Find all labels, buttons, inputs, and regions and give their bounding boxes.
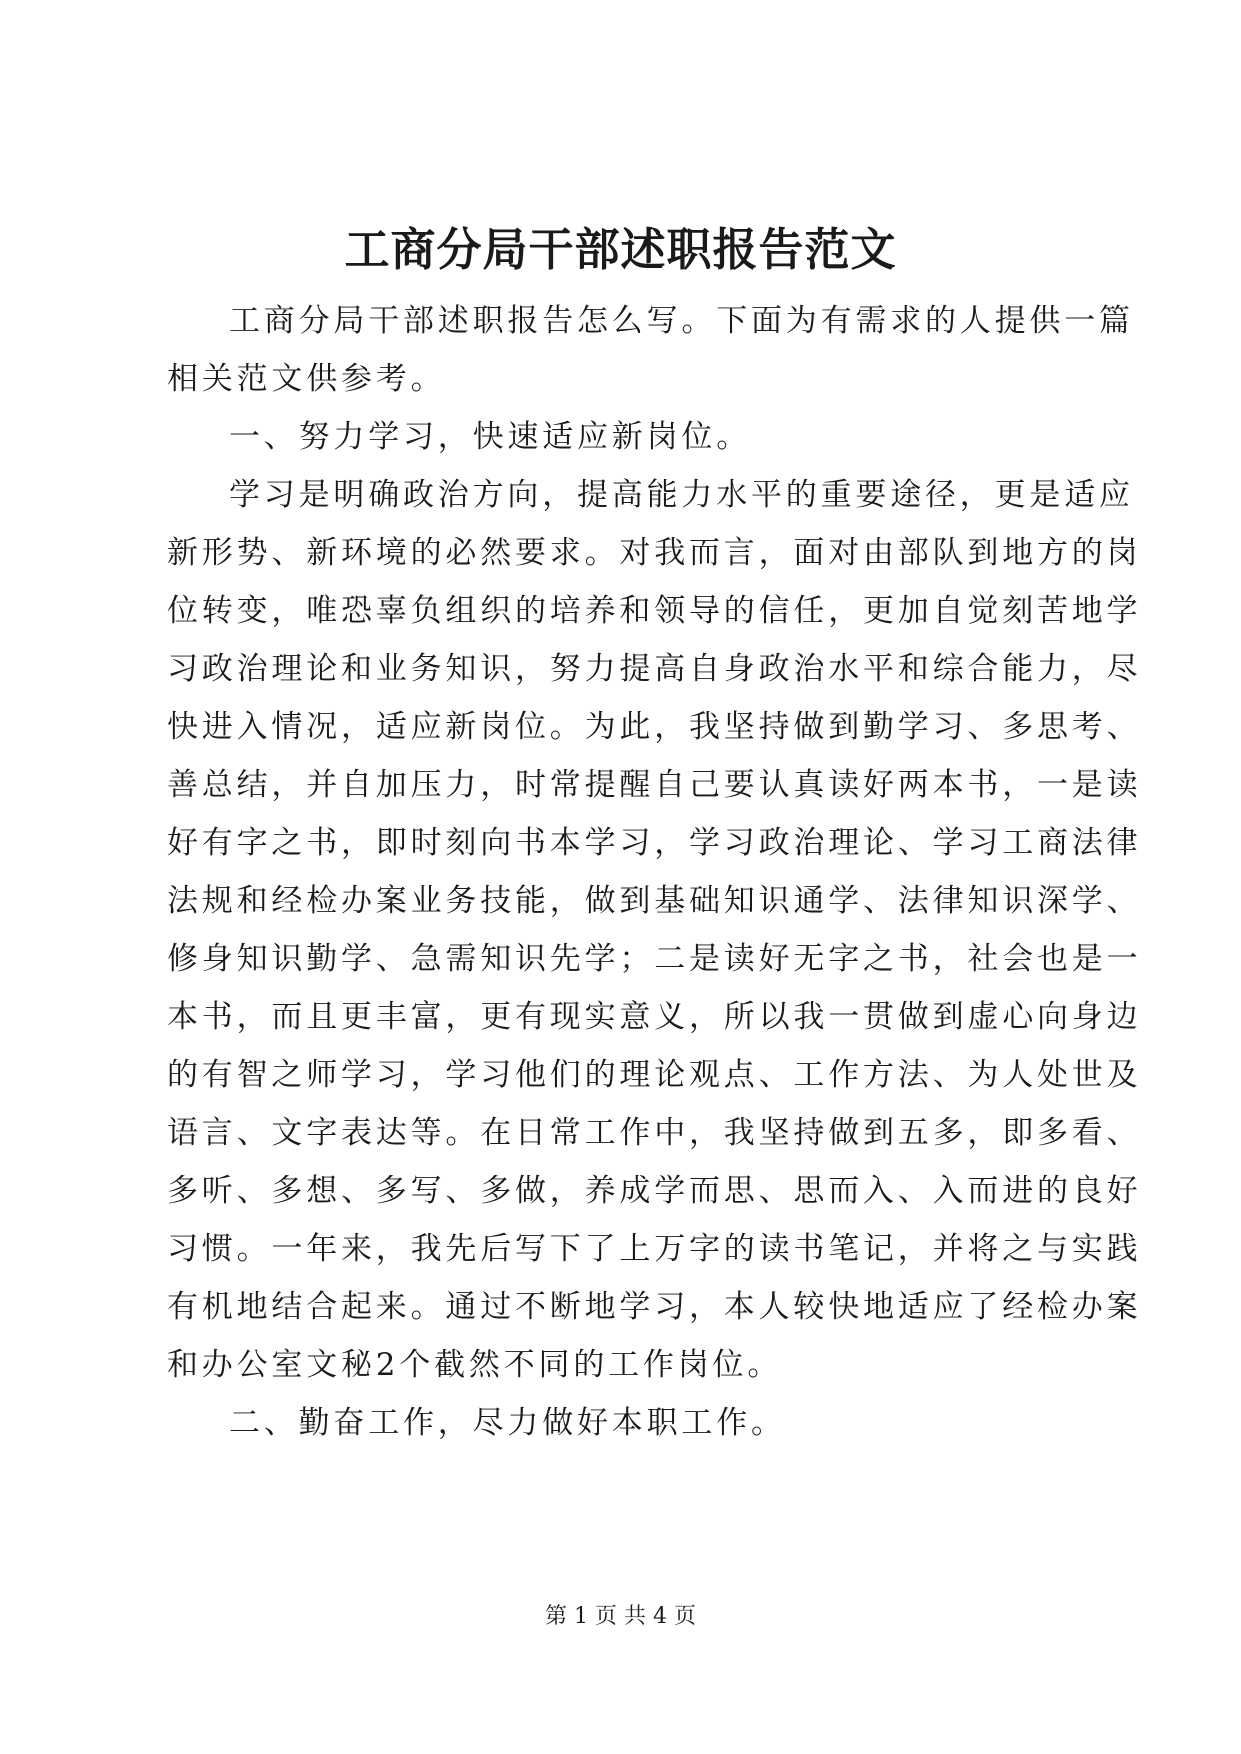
text-line: 二、勤奋工作，尽力做好本职工作。 [229,1405,786,1441]
page-number-footer: 第 1 页 共 4 页 [545,1604,696,1629]
text-line: 多听、多想、多写、多做，养成学而思、思而入、入而进的良好 [167,1173,1142,1209]
paragraph-intro [167,292,1134,408]
text-line: 法规和经检办案业务技能，做到基础知识通学、法律知识深学、 [167,883,1142,919]
text-line: 和办公室文秘2个截然不同的工作岗位。 [167,1347,783,1383]
text-line: 相关范文供参考。 [167,361,446,397]
text-line: 有机地结合起来。通过不断地学习，本人较快地适应了经检办案 [167,1289,1142,1325]
document-title: 工商分局干部述职报告范文 [344,223,897,276]
text-line: 学习是明确政治方向，提高能力水平的重要途径，更是适应 [229,477,1134,513]
text-line: 新形势、新环境的必然要求。对我而言，面对由部队到地方的岗 [167,535,1142,571]
text-line: 快进入情况，适应新岗位。为此，我坚持做到勤学习、多思考、 [167,709,1142,745]
text-line: 工商分局干部述职报告怎么写。下面为有需求的人提供一篇 [229,303,1134,339]
text-line: 的有智之师学习，学习他们的理论观点、工作方法、为人处世及 [167,1057,1142,1093]
text-line: 习政治理论和业务知识，努力提高自身政治水平和综合能力，尽 [167,651,1142,687]
text-line: 位转变，唯恐辜负组织的培养和领导的信任，更加自觉刻苦地学 [167,593,1142,629]
text-line: 习惯。一年来，我先后写下了上万字的读书笔记，并将之与实践 [167,1231,1142,1267]
paragraph-study [167,466,1142,1394]
text-line: 善总结，并自加压力，时常提醒自己要认真读好两本书，一是读 [167,767,1142,803]
text-line: 好有字之书，即时刻向书本学习，学习政治理论、学习工商法律 [167,825,1142,861]
document-body [167,292,1142,1452]
text-line: 一、努力学习，快速适应新岗位。 [229,419,751,455]
text-line: 修身知识勤学、急需知识先学；二是读好无字之书，社会也是一 [167,941,1142,977]
section-heading-1 [167,408,1087,466]
section-heading-2 [167,1394,1087,1452]
text-line: 语言、文字表达等。在日常工作中，我坚持做到五多，即多看、 [167,1115,1142,1151]
text-line: 本书，而且更丰富，更有现实意义，所以我一贯做到虚心向身边 [167,999,1142,1035]
